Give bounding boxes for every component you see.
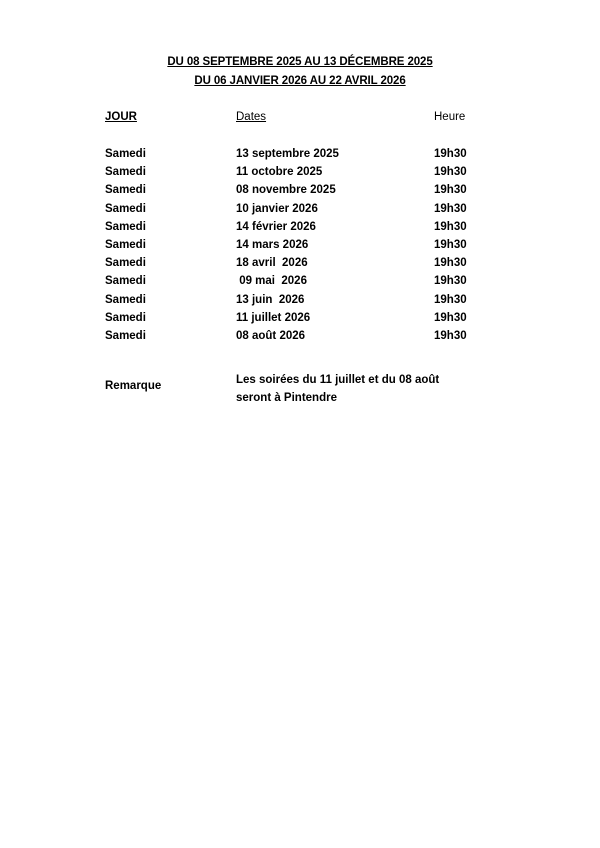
row-date: 09 mai 2026 bbox=[236, 275, 307, 288]
table-row bbox=[0, 275, 600, 293]
row-heure: 19h30 bbox=[434, 275, 467, 288]
table-row bbox=[0, 184, 600, 202]
row-date: 11 octobre 2025 bbox=[236, 166, 323, 179]
header-dates: Dates bbox=[236, 111, 267, 123]
row-date: 13 septembre 2025 bbox=[236, 148, 339, 160]
table-row bbox=[0, 203, 600, 221]
header-heure: Heure bbox=[434, 111, 466, 123]
row-jour: Samedi bbox=[105, 148, 146, 160]
row-heure: 19h30 bbox=[434, 148, 467, 160]
row-jour: Samedi bbox=[105, 238, 146, 251]
row-heure: 19h30 bbox=[434, 166, 467, 179]
schedule-table bbox=[0, 148, 600, 348]
table-row bbox=[0, 148, 600, 166]
table-row bbox=[0, 221, 600, 239]
row-jour: Samedi bbox=[105, 257, 146, 270]
table-row bbox=[0, 257, 600, 275]
row-heure: 19h30 bbox=[434, 202, 467, 215]
row-date: 14 février 2026 bbox=[236, 220, 316, 233]
remarque-text: Les soirées du 11 juillet et du 08 août seront à Pintendre bbox=[236, 374, 440, 404]
row-heure: 19h30 bbox=[434, 257, 467, 270]
row-jour: Samedi bbox=[105, 220, 146, 233]
row-jour: Samedi bbox=[105, 184, 146, 197]
row-heure: 19h30 bbox=[434, 311, 467, 324]
table-row bbox=[0, 330, 600, 348]
table-row bbox=[0, 239, 600, 257]
row-date: 10 janvier 2026 bbox=[236, 202, 318, 215]
row-heure: 19h30 bbox=[434, 238, 467, 251]
title-line-1: DU 08 SEPTEMBRE 2025 AU 13 DÉCEMBRE 2025 bbox=[167, 56, 433, 68]
row-date: 08 novembre 2025 bbox=[236, 184, 336, 197]
row-date: 14 mars 2026 bbox=[236, 238, 309, 251]
row-date: 11 juillet 2026 bbox=[236, 311, 311, 324]
title-line-2: DU 06 JANVIER 2026 AU 22 AVRIL 2026 bbox=[194, 75, 406, 87]
remarque-label: Remarque bbox=[105, 380, 162, 392]
table-row bbox=[0, 312, 600, 330]
row-heure: 19h30 bbox=[434, 293, 467, 306]
row-date: 13 juin 2026 bbox=[236, 293, 305, 306]
table-row bbox=[0, 166, 600, 184]
row-heure: 19h30 bbox=[434, 184, 467, 197]
row-jour: Samedi bbox=[105, 275, 146, 288]
row-jour: Samedi bbox=[105, 202, 146, 215]
header-jour: JOUR bbox=[105, 111, 137, 123]
row-heure: 19h30 bbox=[434, 329, 467, 342]
row-heure: 19h30 bbox=[434, 220, 467, 233]
row-jour: Samedi bbox=[105, 166, 146, 179]
table-row bbox=[0, 294, 600, 312]
row-jour: Samedi bbox=[105, 311, 146, 324]
row-date: 18 avril 2026 bbox=[236, 257, 308, 270]
row-date: 08 août 2026 bbox=[236, 329, 306, 342]
row-jour: Samedi bbox=[105, 293, 146, 306]
row-jour: Samedi bbox=[105, 329, 146, 342]
